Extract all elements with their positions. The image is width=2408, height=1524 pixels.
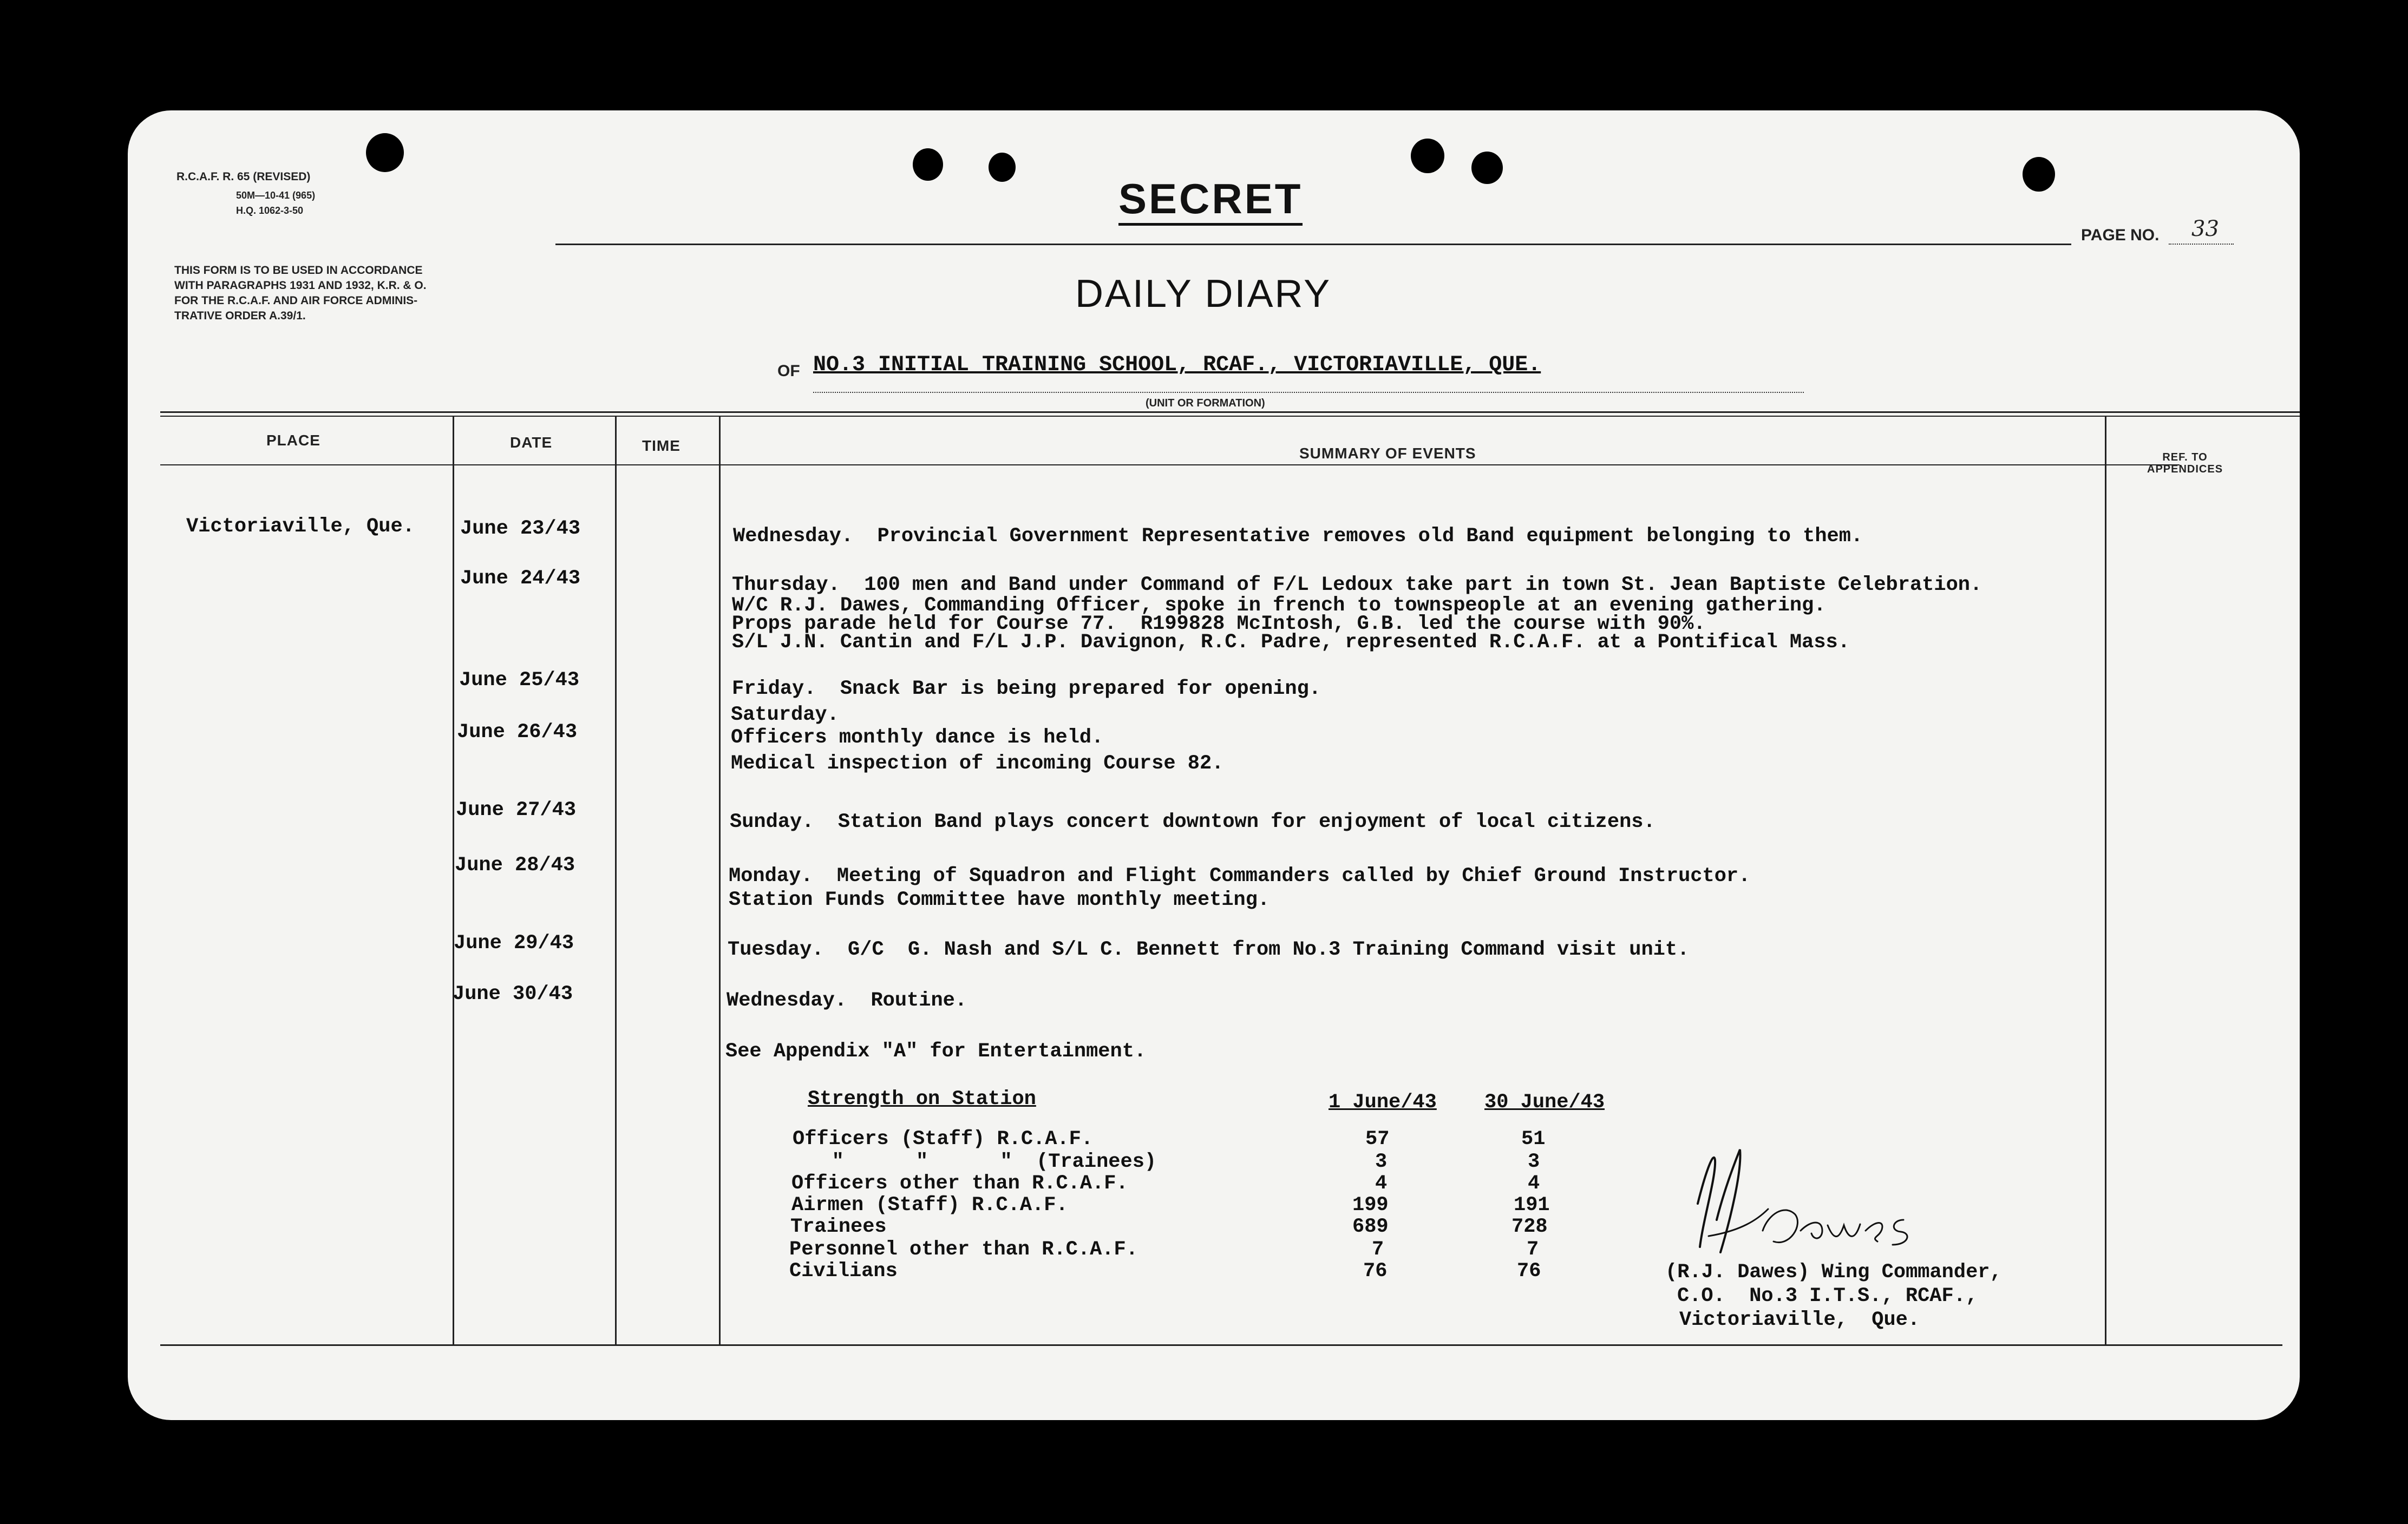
signatory-line: C.O. No.3 I.T.S., RCAF., xyxy=(1677,1285,1978,1308)
classification-stamp: SECRET xyxy=(1118,174,1303,226)
event-line: Medical inspection of incoming Course 82. xyxy=(731,752,1224,775)
punch-hole xyxy=(1411,139,1444,173)
strength-row-label: Officers other than R.C.A.F. xyxy=(791,1172,1128,1195)
strength-row-value-2: 76 xyxy=(1517,1260,1541,1283)
strength-row-value-1: 7 xyxy=(1372,1238,1384,1261)
punch-hole xyxy=(913,148,943,181)
strength-row-value-2: 728 xyxy=(1511,1216,1548,1238)
header-rule xyxy=(555,244,2071,245)
diary-sheet xyxy=(128,110,2300,1420)
table-bottom-rule xyxy=(160,1344,2282,1346)
column-header-date: DATE xyxy=(510,434,553,451)
date-entry: June 25/43 xyxy=(459,669,580,692)
date-entry: June 29/43 xyxy=(454,932,574,955)
form-title: DAILY DIARY xyxy=(1075,272,1332,316)
strength-row-label: Trainees xyxy=(790,1216,887,1238)
unit-name: NO.3 INITIAL TRAINING SCHOOL, RCAF., VICTORIAVILLE, QUE. xyxy=(813,353,1541,377)
strength-row-value-1: 689 xyxy=(1352,1216,1389,1238)
strength-col1-header: 1 June/43 xyxy=(1329,1091,1437,1114)
instruction-line: TRATIVE ORDER A.39/1. xyxy=(174,310,306,322)
instruction-line: WITH PARAGRAPHS 1931 AND 1932, K.R. & O. xyxy=(174,279,427,292)
ref-label-line: APPENDICES xyxy=(2147,463,2223,475)
column-divider xyxy=(719,417,721,1344)
strength-row-label: " " " (Trainees) xyxy=(796,1151,1157,1173)
event-line: Thursday. 100 men and Band under Command of F/L Ledoux take part in town St. Jean Baptiste Celebration. xyxy=(732,574,1982,596)
event-line: Station Funds Committee have monthly meeting. xyxy=(729,889,1270,911)
strength-row-value-2: 4 xyxy=(1528,1172,1540,1195)
event-line: S/L J.N. Cantin and F/L J.P. Davignon, R.C. Padre, represented R.C.A.F. at a Pontifical Mass. xyxy=(732,631,1850,654)
date-entry: June 27/43 xyxy=(456,799,577,822)
event-line: Monday. Meeting of Squadron and Flight Commanders called by Chief Ground Instructor. xyxy=(729,865,1751,888)
strength-row-label: Civilians xyxy=(789,1260,898,1283)
strength-row-label: Officers (Staff) R.C.A.F. xyxy=(793,1128,1094,1151)
strength-row-value-1: 3 xyxy=(1375,1151,1388,1173)
event-line: W/C R.J. Dawes, Commanding Officer, spoke in french to townspeople at an evening gathering. xyxy=(732,594,1826,617)
date-entry: June 26/43 xyxy=(457,721,578,744)
table-top-rule-2 xyxy=(160,416,2300,417)
date-entry: June 28/43 xyxy=(455,854,575,877)
place-entry: Victoriaville, Que. xyxy=(186,515,415,538)
event-line: Officers monthly dance is held. xyxy=(731,726,1104,749)
strength-col2-header: 30 June/43 xyxy=(1484,1091,1605,1114)
event-line: Wednesday. Routine. xyxy=(727,989,967,1012)
strength-row-value-2: 3 xyxy=(1528,1151,1540,1173)
signatory-line: (R.J. Dawes) Wing Commander, xyxy=(1665,1261,2002,1284)
strength-row-value-2: 7 xyxy=(1527,1238,1539,1261)
date-entry: June 24/43 xyxy=(460,567,581,590)
event-line: Sunday. Station Band plays concert downtown for enjoyment of local citizens. xyxy=(730,811,1656,833)
strength-row-label: Personnel other than R.C.A.F. xyxy=(789,1238,1138,1261)
column-header-ref xyxy=(2147,451,2223,475)
event-line: Tuesday. G/C G. Nash and S/L C. Bennett from No.3 Training Command visit unit. xyxy=(728,938,1690,961)
column-header-place: PLACE xyxy=(266,432,320,449)
instruction-line: THIS FORM IS TO BE USED IN ACCORDANCE xyxy=(174,264,423,277)
punch-hole xyxy=(2023,157,2055,192)
page-number: 33 xyxy=(2191,216,2219,241)
strength-row-value-2: 191 xyxy=(1514,1194,1550,1217)
signatory-line: Victoriaville, Que. xyxy=(1679,1309,1920,1331)
date-entry: June 23/43 xyxy=(460,517,581,540)
strength-row-value-1: 4 xyxy=(1375,1172,1388,1195)
column-header-time: TIME xyxy=(642,437,680,454)
print-code: 50M—10-41 (965) xyxy=(236,190,316,201)
page-label: PAGE NO. xyxy=(2081,226,2160,244)
column-divider xyxy=(2105,417,2106,1344)
page-number-line xyxy=(2169,244,2234,246)
hq-reference: H.Q. 1062-3-50 xyxy=(236,205,304,216)
instruction-line: FOR THE R.C.A.F. AND AIR FORCE ADMINIS- xyxy=(174,294,418,307)
column-divider xyxy=(615,417,617,1344)
strength-heading: Strength on Station xyxy=(808,1088,1036,1111)
signature xyxy=(1676,1139,2012,1269)
event-line: Props parade held for Course 77. R199828 McIntosh, G.B. led the course with 90%. xyxy=(732,613,1706,635)
event-line: Wednesday. Provincial Government Representative removes old Band equipment belonging to them. xyxy=(733,525,1863,548)
ref-label-line: REF. TO xyxy=(2162,451,2208,463)
punch-hole xyxy=(989,153,1016,182)
form-number: R.C.A.F. R. 65 (REVISED) xyxy=(176,170,311,183)
punch-hole xyxy=(366,133,404,172)
strength-row-value-1: 57 xyxy=(1365,1128,1390,1151)
event-line: Friday. Snack Bar is being prepared for opening. xyxy=(732,678,1321,700)
date-entry: June 30/43 xyxy=(453,983,573,1006)
column-header-summary: SUMMARY OF EVENTS xyxy=(1299,445,1476,462)
event-line: See Appendix "A" for Entertainment. xyxy=(725,1040,1147,1063)
strength-row-value-2: 51 xyxy=(1521,1128,1546,1151)
unit-underline xyxy=(813,392,1804,394)
of-label: OF xyxy=(777,362,800,380)
punch-hole xyxy=(1471,152,1503,184)
strength-row-value-1: 199 xyxy=(1352,1194,1389,1217)
form-instructions xyxy=(174,263,427,324)
table-top-rule xyxy=(160,411,2300,413)
strength-row-value-1: 76 xyxy=(1363,1260,1388,1283)
event-line: Saturday. xyxy=(731,704,839,726)
unit-caption: (UNIT OR FORMATION) xyxy=(1146,397,1265,409)
column-divider xyxy=(453,417,454,1344)
strength-row-label: Airmen (Staff) R.C.A.F. xyxy=(791,1194,1068,1217)
column-head-rule xyxy=(160,464,2180,465)
